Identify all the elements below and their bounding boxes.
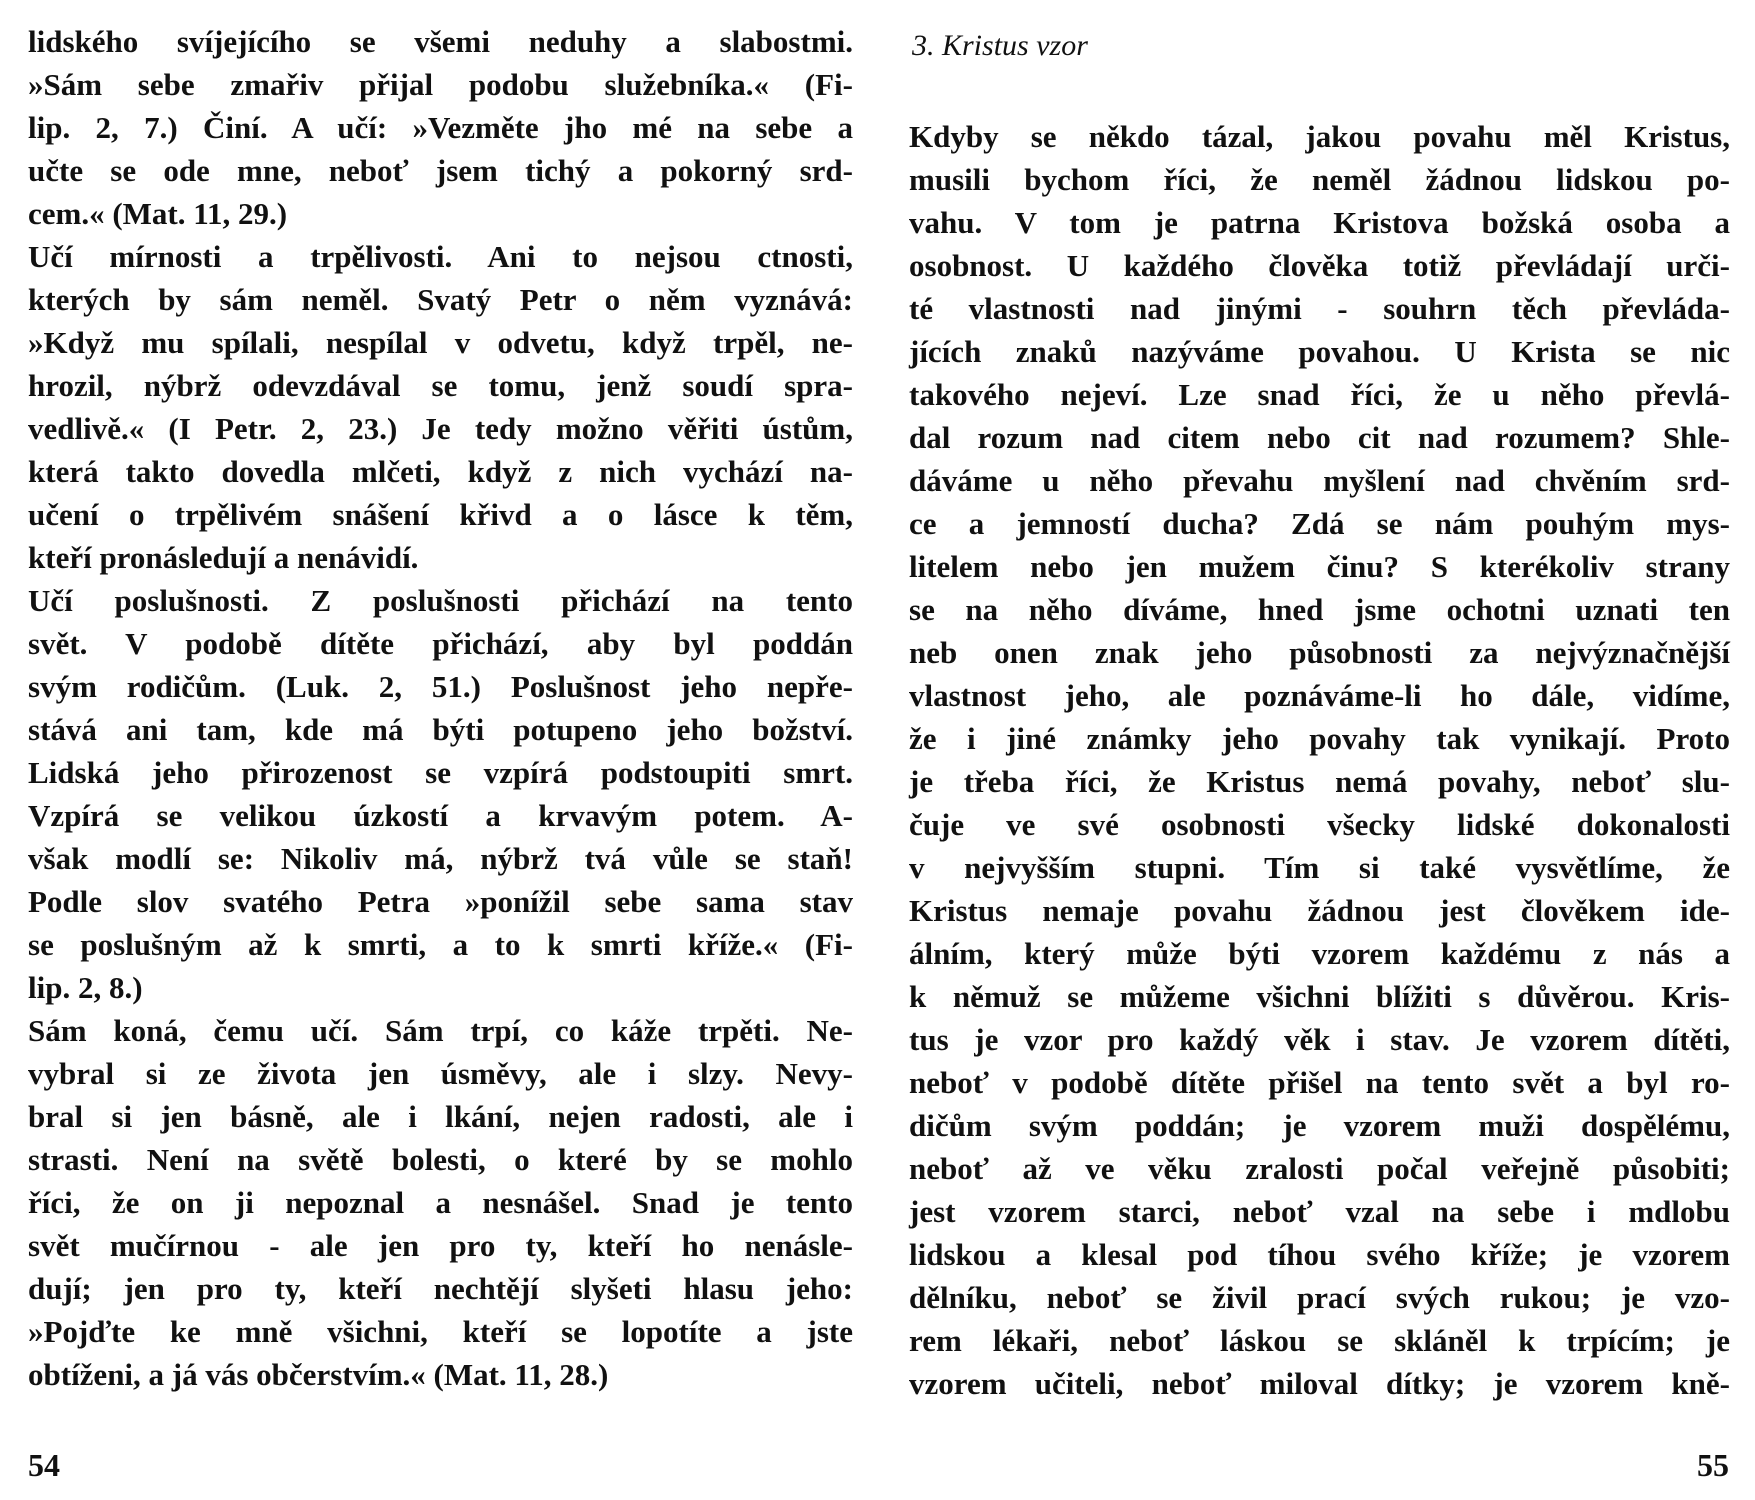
text-line: jest vzorem starci, neboť vzal na sebe i mdlobu: [909, 1194, 1730, 1229]
text-line: obtíženi, a já vás občerstvím.« (Mat. 11, 28.): [28, 1357, 609, 1392]
section-heading: 3. Kristus vzor: [912, 29, 1088, 62]
text-line: »Pojďte ke mně všichni, kteří se lopotíte a jste: [28, 1314, 853, 1349]
page-number-left: 54: [28, 1447, 60, 1483]
text-line: se poslušným až k smrti, a to k smrti kříže.« (Fi-: [28, 927, 853, 962]
text-line: jících znaků nazýváme povahou. U Krista se nic: [909, 334, 1730, 369]
text-line: lip. 2, 8.): [28, 970, 143, 1005]
text-line: rem lékaři, neboť láskou se skláněl k trpícím; je: [909, 1323, 1730, 1358]
text-line: cem.« (Mat. 11, 29.): [28, 196, 288, 231]
text-line: neb onen znak jeho působnosti za nejvýznačnější: [909, 635, 1730, 670]
text-line: svým rodičům. (Luk. 2, 51.) Poslušnost jeho nepře-: [28, 669, 853, 704]
text-line: Sám koná, čemu učí. Sám trpí, co káže trpěti. Ne-: [28, 1013, 853, 1048]
text-line: svět mučírnou - ale jen pro ty, kteří ho nenásle-: [28, 1228, 853, 1263]
text-line: v nejvyšším stupni. Tím si také vysvětlíme, že: [909, 850, 1730, 885]
text-line: Kdyby se někdo tázal, jakou povahu měl Kristus,: [909, 119, 1730, 154]
text-line: čuje ve své osobnosti všecky lidské dokonalosti: [909, 807, 1730, 842]
text-line: učení o trpělivém snášení křivd a o lásce k těm,: [28, 497, 853, 532]
text-line: říci, že on ji nepoznal a nesnášel. Snad je tento: [28, 1185, 853, 1220]
text-line: neboť až ve věku zralosti počal veřejně působiti;: [909, 1151, 1730, 1186]
text-line: vahu. V tom je patrna Kristova božská osoba a: [909, 205, 1730, 240]
text-line: Lidská jeho přirozenost se vzpírá podstoupiti smrt.: [28, 755, 853, 790]
text-line: vzorem učiteli, neboť miloval dítky; je vzorem kně-: [909, 1366, 1730, 1401]
text-line: álním, který může býti vzorem každému z nás a: [909, 936, 1730, 971]
right-page-text: [909, 115, 1730, 1405]
text-line: kteří pronásledují a nenávidí.: [28, 540, 419, 575]
text-line: vybral si ze života jen úsměvy, ale i slzy. Nevy-: [28, 1056, 853, 1091]
text-line: dáváme u něho převahu myšlení nad chvěním srd-: [909, 463, 1730, 498]
text-line: ce a jemností ducha? Zdá se nám pouhým mys-: [909, 506, 1730, 541]
text-line: Učí mírnosti a trpělivosti. Ani to nejsou ctnosti,: [28, 239, 853, 274]
text-line: dal rozum nad citem nebo cit nad rozumem? Shle-: [909, 420, 1730, 455]
text-line: je třeba říci, že Kristus nemá povahy, neboť slu-: [909, 764, 1730, 799]
text-line: že i jiné známky jeho povahy tak vynikají. Proto: [909, 721, 1730, 756]
left-page-text: [28, 20, 853, 1396]
text-line: která takto dovedla mlčeti, když z nich vychází na-: [28, 454, 853, 489]
text-line: lip. 2, 7.) Činí. A učí: »Vezměte jho mé na sebe a: [28, 110, 853, 145]
text-line: Učí poslušnosti. Z poslušnosti přichází na tento: [28, 583, 853, 618]
text-line: strasti. Není na světě bolesti, o které by se mohlo: [28, 1142, 853, 1177]
text-line: osobnost. U každého člověka totiž převládají urči-: [909, 248, 1730, 283]
text-line: lidskou a klesal pod tíhou svého kříže; je vzorem: [909, 1237, 1730, 1272]
text-line: vedlivě.« (I Petr. 2, 23.) Je tedy možno věřiti ústům,: [28, 411, 853, 446]
text-line: neboť v podobě dítěte přišel na tento svět a byl ro-: [909, 1065, 1730, 1100]
text-line: však modlí se: Nikoliv má, nýbrž tvá vůle se staň!: [28, 841, 853, 876]
page-number-right: 55: [1697, 1447, 1729, 1483]
text-line: dují; jen pro ty, kteří nechtějí slyšeti hlasu jeho:: [28, 1271, 853, 1306]
text-line: Podle slov svatého Petra »ponížil sebe sama stav: [28, 884, 853, 919]
text-line: litelem nebo jen mužem činu? S kterékoliv strany: [909, 549, 1730, 584]
text-line: »Když mu spílali, nespílal v odvetu, když trpěl, ne-: [28, 325, 853, 360]
text-line: dělníku, neboť se živil prací svých rukou; je vzo-: [909, 1280, 1730, 1315]
text-line: hrozil, nýbrž odevzdával se tomu, jenž soudí spra-: [28, 368, 853, 403]
text-line: učte se ode mne, neboť jsem tichý a pokorný srd-: [28, 153, 853, 188]
text-line: se na něho díváme, hned jsme ochotni uznati ten: [909, 592, 1730, 627]
text-line: bral si jen básně, ale i lkání, nejen radosti, ale i: [28, 1099, 853, 1134]
text-line: vlastnost jeho, ale poznáváme-li ho dále, vidíme,: [909, 678, 1730, 713]
text-line: stává ani tam, kde má býti potupeno jeho božství.: [28, 712, 853, 747]
text-line: kterých by sám neměl. Svatý Petr o něm vyznává:: [28, 282, 853, 317]
text-line: lidského svíjejícího se všemi neduhy a slabostmi.: [28, 24, 853, 59]
text-line: k němuž se můžeme všichni blížiti s důvěrou. Kris-: [909, 979, 1730, 1014]
text-line: »Sám sebe zmařiv přijal podobu služebníka.« (Fi-: [28, 67, 853, 102]
text-line: té vlastnosti nad jinými - souhrn těch převláda-: [909, 291, 1730, 326]
text-line: svět. V podobě dítěte přichází, aby byl poddán: [28, 626, 853, 661]
text-line: musili bychom říci, že neměl žádnou lidskou po-: [909, 162, 1730, 197]
text-line: Vzpírá se velikou úzkostí a krvavým potem. A-: [28, 798, 853, 833]
text-line: dičům svým poddán; je vzorem muži dospělému,: [909, 1108, 1730, 1143]
text-line: takového nejeví. Lze snad říci, že u něho převlá-: [909, 377, 1730, 412]
text-line: tus je vzor pro každý věk i stav. Je vzorem dítěti,: [909, 1022, 1730, 1057]
text-line: Kristus nemaje povahu žádnou jest člověkem ide-: [909, 893, 1730, 928]
